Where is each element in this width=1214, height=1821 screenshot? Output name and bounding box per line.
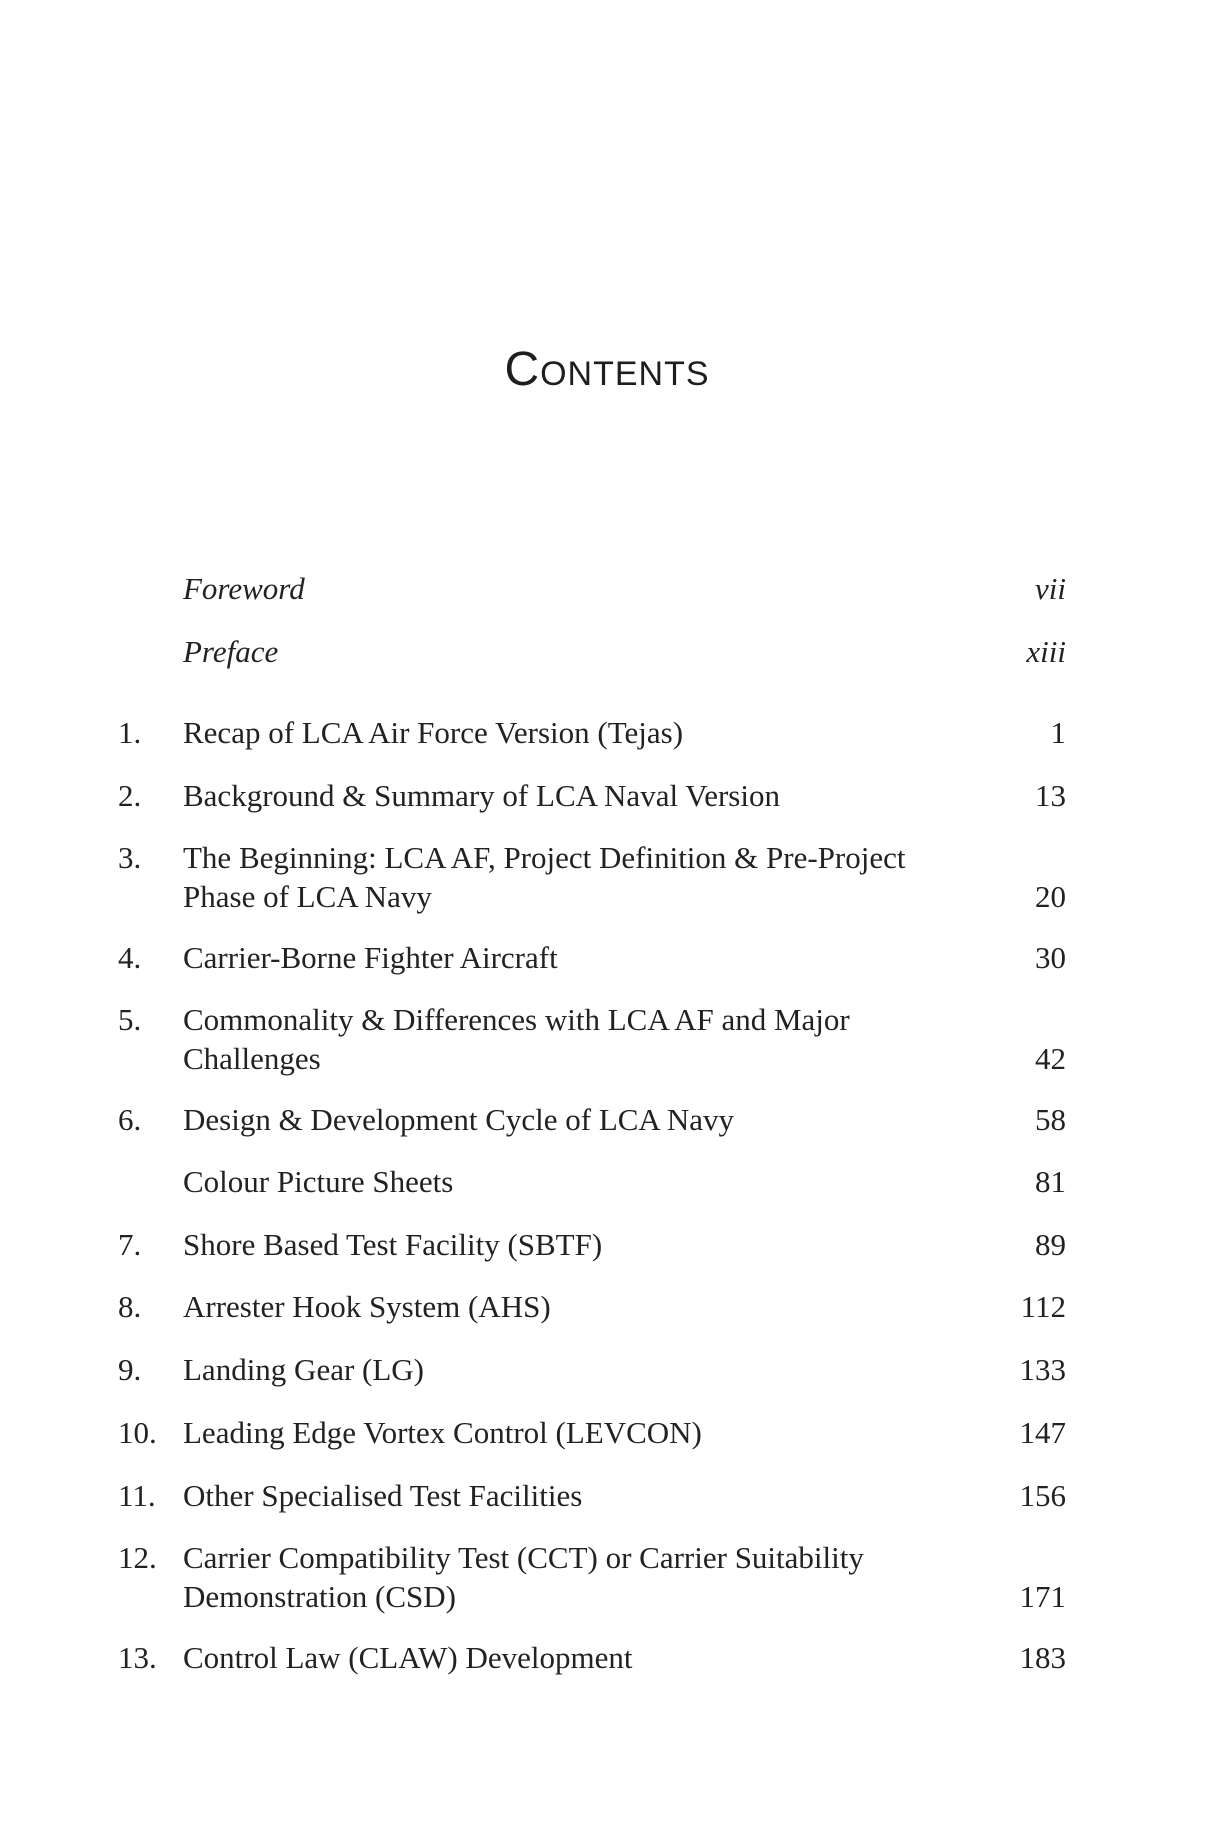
toc-entry [0, 1413, 1214, 1452]
entry-title [183, 1538, 983, 1616]
page-number: 112 [1020, 1289, 1066, 1324]
page-number: 147 [1019, 1415, 1066, 1450]
entry-title-line: Foreword [183, 571, 305, 606]
toc-entry [0, 1476, 1214, 1515]
entry-title [183, 1000, 983, 1078]
entry-title [183, 1225, 983, 1264]
page-number: 133 [1019, 1352, 1066, 1387]
chapter-number: 13. [118, 1640, 157, 1675]
toc-entry [0, 1538, 1214, 1616]
chapter-number: 12. [118, 1540, 157, 1575]
chapter-number: 11. [118, 1478, 156, 1513]
entry-title [183, 1100, 983, 1139]
entry-title-line: Demonstration (CSD) [183, 1579, 456, 1614]
toc-entry [0, 1162, 1214, 1201]
chapter-number: 8. [118, 1289, 142, 1324]
chapter-number: 1. [118, 715, 142, 750]
page-title: Contents [504, 343, 710, 396]
toc-entry [0, 1000, 1214, 1078]
page-number: 20 [1035, 879, 1066, 914]
entry-title-line: Colour Picture Sheets [183, 1164, 454, 1199]
entry-title-line: Carrier-Borne Fighter Aircraft [183, 940, 558, 975]
toc-entry [0, 838, 1214, 916]
toc-entry [0, 1225, 1214, 1264]
page-number: 58 [1035, 1102, 1066, 1137]
entry-title [183, 838, 983, 916]
chapter-number: 10. [118, 1415, 157, 1450]
entry-title [183, 776, 983, 815]
entry-title-line: Background & Summary of LCA Naval Version [183, 778, 780, 813]
chapter-number: 2. [118, 778, 142, 813]
entry-title-line: Design & Development Cycle of LCA Navy [183, 1102, 735, 1137]
entry-title-line: Carrier Compatibility Test (CCT) or Carrier Suitability [183, 1540, 864, 1575]
entry-title [183, 1638, 983, 1677]
entry-title-line: Leading Edge Vortex Control (LEVCON) [183, 1415, 702, 1450]
chapter-number: 3. [118, 840, 142, 875]
entry-title-line: Preface [183, 634, 279, 669]
page-number: 156 [1019, 1478, 1066, 1513]
page-number: 89 [1035, 1227, 1066, 1262]
toc-entry [0, 713, 1214, 752]
page-number: xiii [1026, 634, 1066, 669]
toc-entry [0, 938, 1214, 977]
entry-title [183, 632, 983, 671]
entry-title-line: Landing Gear (LG) [183, 1352, 425, 1387]
entry-title [183, 1413, 983, 1452]
chapter-number: 5. [118, 1002, 142, 1037]
entry-title-line: Recap of LCA Air Force Version (Tejas) [183, 715, 684, 750]
entry-title [183, 1476, 983, 1515]
entry-title-line: Phase of LCA Navy [183, 879, 432, 914]
page-number: 183 [1019, 1640, 1066, 1675]
entry-title-line: Arrester Hook System (AHS) [183, 1289, 551, 1324]
toc-entry [0, 569, 1214, 608]
entry-title-line: The Beginning: LCA AF, Project Definition & Pre-Project [183, 840, 906, 875]
toc-entry [0, 632, 1214, 671]
entry-title [183, 569, 983, 608]
toc-entry [0, 1350, 1214, 1389]
page-number: 30 [1035, 940, 1066, 975]
entry-title-line: Shore Based Test Facility (SBTF) [183, 1227, 603, 1262]
toc-entry [0, 1287, 1214, 1326]
page-number: 171 [1019, 1579, 1066, 1614]
entry-title [183, 1162, 983, 1201]
page-number: 13 [1035, 778, 1066, 813]
page-number: 1 [1050, 715, 1066, 750]
toc-entry [0, 776, 1214, 815]
chapter-number: 6. [118, 1102, 142, 1137]
toc-entry [0, 1638, 1214, 1677]
entry-title-line: Control Law (CLAW) Development [183, 1640, 633, 1675]
entry-title [183, 1350, 983, 1389]
chapter-number: 9. [118, 1352, 142, 1387]
toc-entry [0, 1100, 1214, 1139]
page-number: vii [1035, 571, 1066, 606]
entry-title [183, 713, 983, 752]
chapter-number: 7. [118, 1227, 142, 1262]
entry-title [183, 938, 983, 977]
entry-title-line: Other Specialised Test Facilities [183, 1478, 583, 1513]
entry-title [183, 1287, 983, 1326]
page-number: 42 [1035, 1041, 1066, 1076]
entry-title-line: Commonality & Differences with LCA AF and Major [183, 1002, 850, 1037]
entry-title-line: Challenges [183, 1041, 321, 1076]
chapter-number: 4. [118, 940, 142, 975]
page-number: 81 [1035, 1164, 1066, 1199]
